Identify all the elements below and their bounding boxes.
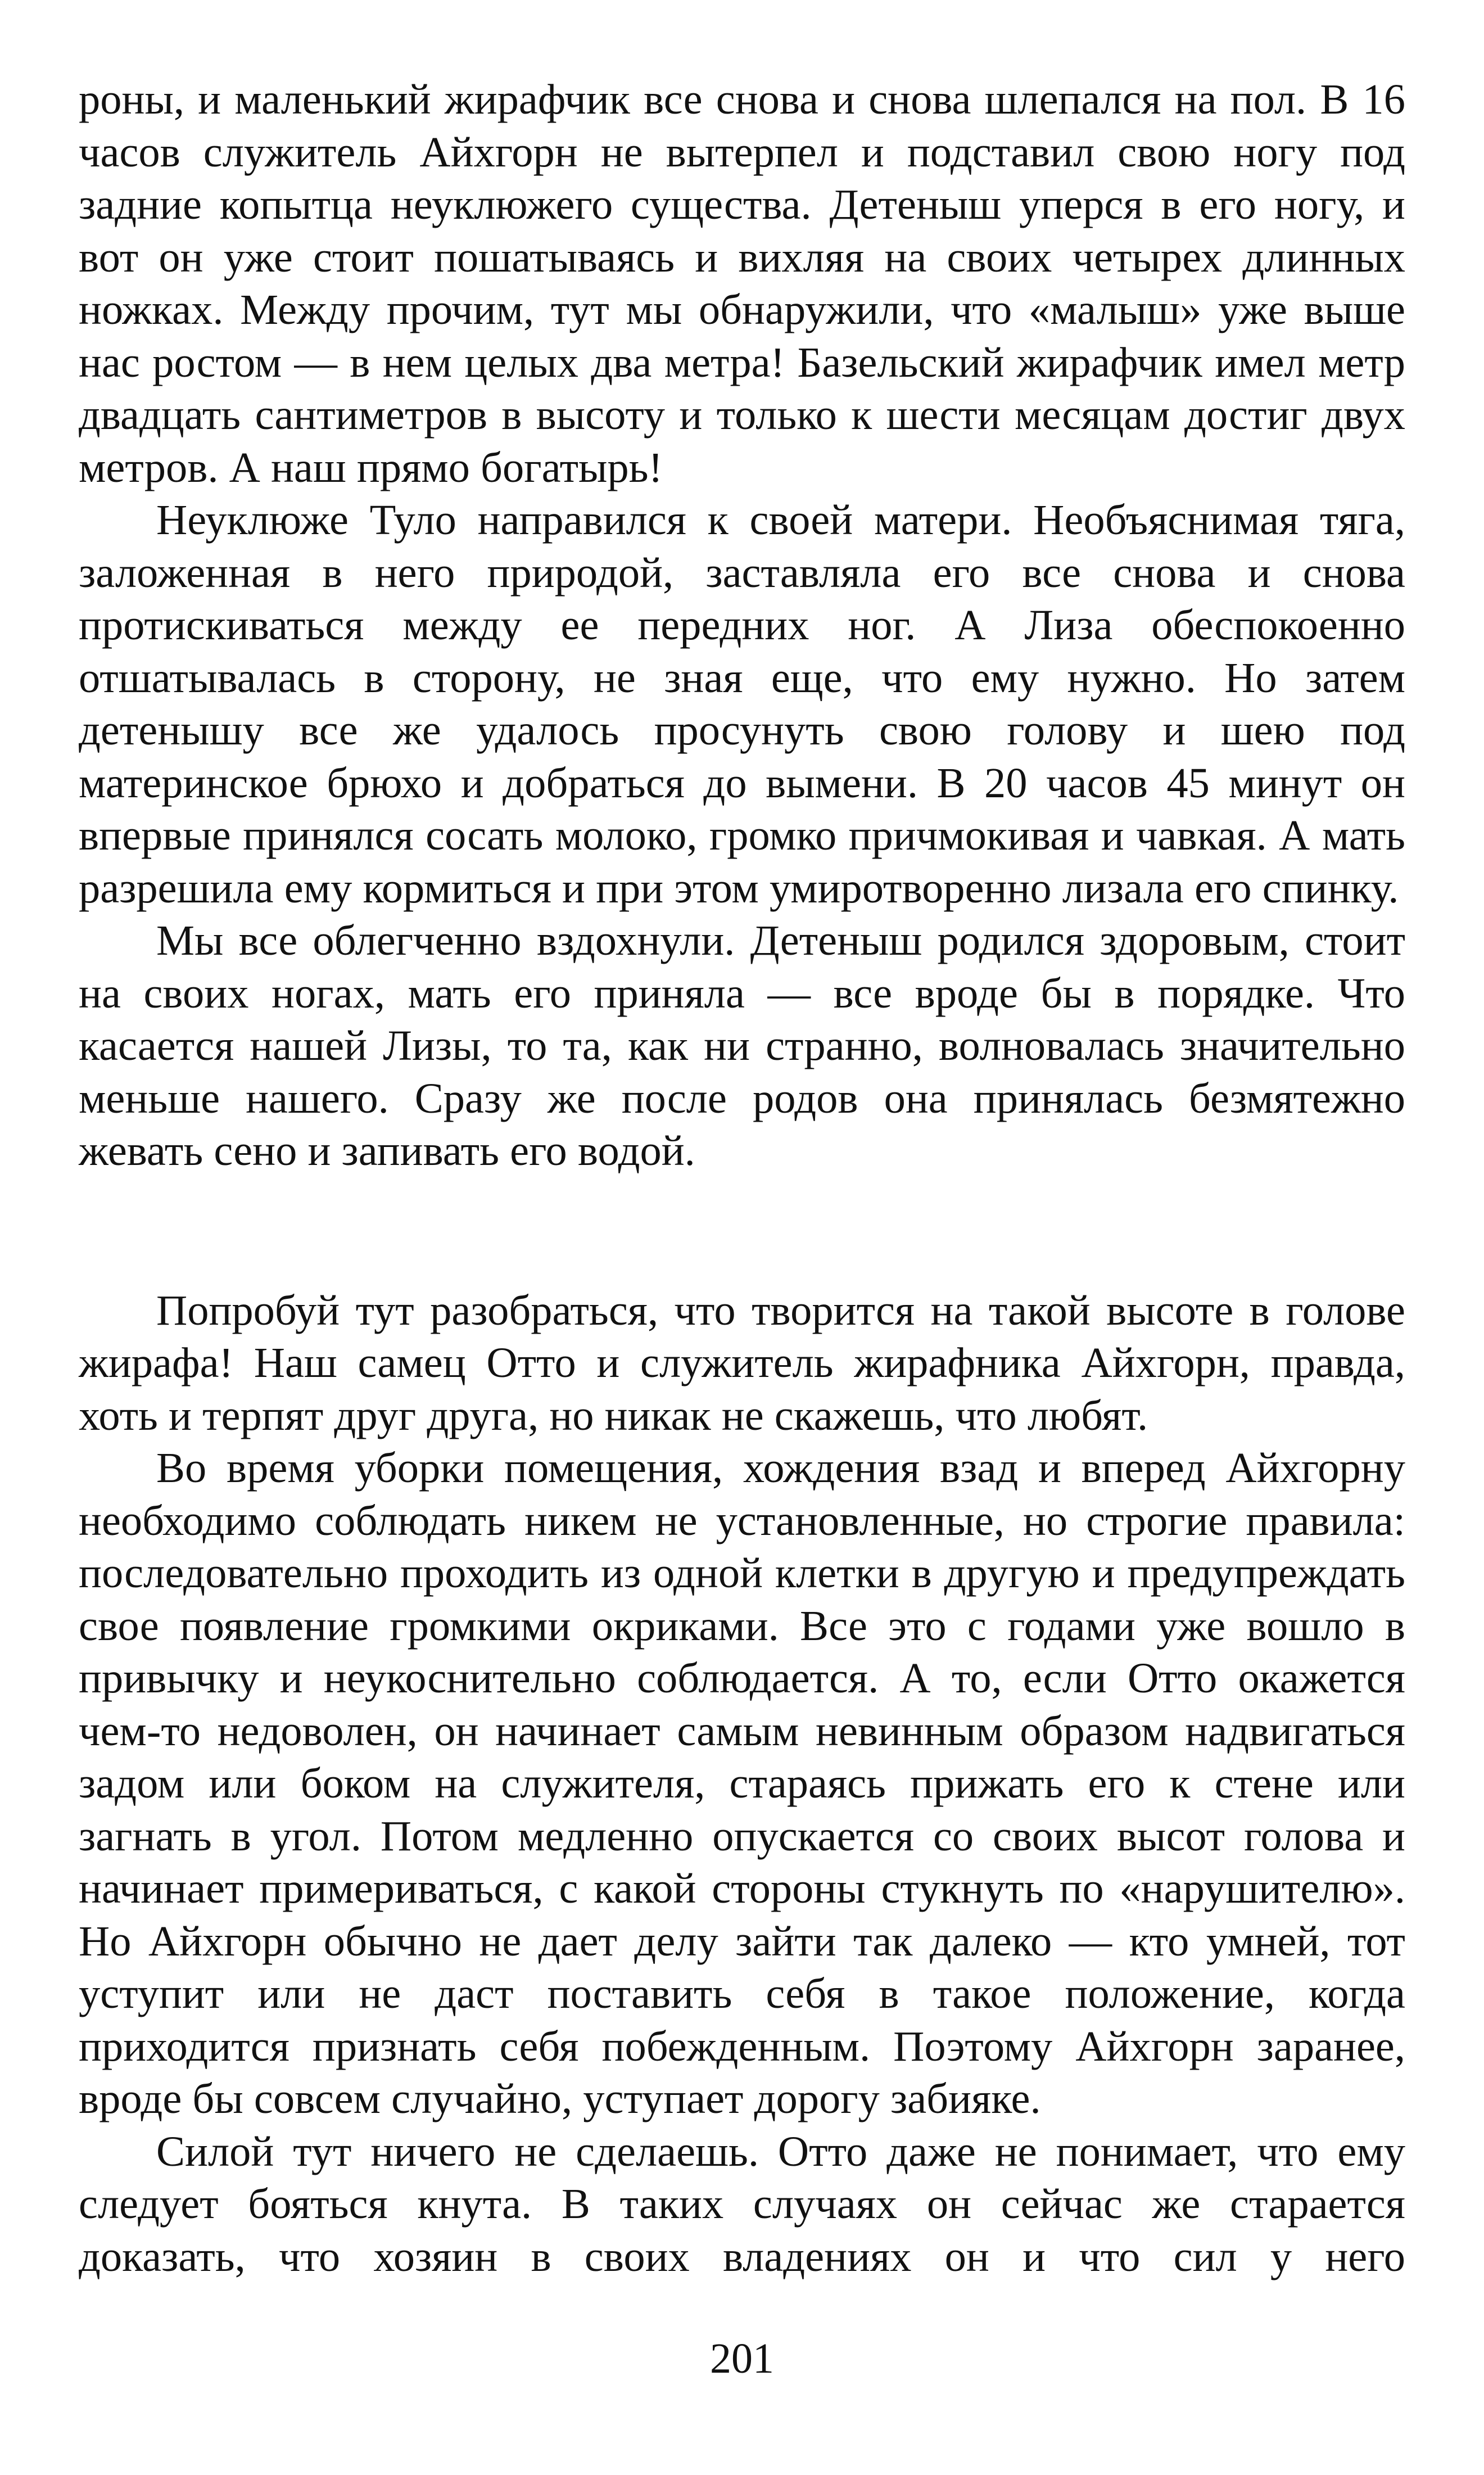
paragraph: Попробуй тут разобраться, что творится на такой высоте в голове жирафа! Наш самец Отто и служитель жирафника Айхгорн, правда, хоть и терпят друг друга, но никак не скажешь, что любят. — [79, 1286, 1405, 1439]
section-break — [79, 1177, 1405, 1284]
book-page — [79, 73, 1405, 2283]
text-section-1 — [79, 73, 1405, 1177]
paragraph: роны, и маленький жирафчик все снова и снова шлепался на пол. В 16 часов служитель Айхгорн не вытерпел и подставил свою ногу под задние копытца неуклюжего существа. Детеныш уперся в его ногу, и вот он уже стоит пошатываясь и вихляя на своих четырех длинных ножках. Между прочим, тут мы обнаружили, что «малыш» уже выше нас ростом — в нем целых два метра! Базельский жирафчик имел метр двадцать сантиметров в высоту и только к шести месяцам достиг двух метров. А наш прямо богатырь! — [79, 75, 1405, 491]
text-section-2 — [79, 1284, 1405, 2283]
paragraph: Неуклюже Туло направился к своей матери. Необъяснимая тяга, заложенная в него природой, заставляла его все снова и снова протискиваться между ее передних ног. А Лиза обеспокоенно отшатывалась в сторону, не зная еще, что ему нужно. Но затем детенышу все же удалось просунуть свою голову и шею под материнское брюхо и добраться до вымени. В 20 часов 45 минут он впервые принялся сосать молоко, громко причмокивая и чавкая. А мать разрешила ему кормиться и при этом умиротворенно лизала его спинку. — [79, 496, 1405, 912]
paragraph: Во время уборки помещения, хождения взад и вперед Айхгорну необходимо соблюдать никем не установленные, но строгие правила: последовательно проходить из одной клетки в другую и предупреждать свое появление громкими окриками. Все это с годами уже вошло в привычку и неукоснительно соблюдается. А то, если Отто окажется чем-то недоволен, он начинает самым невинным образом надвигаться задом или боком на служителя, стараясь прижать его к стене или загнать в угол. Потом медленно опускается со своих высот голова и начинает примериваться, с какой стороны стукнуть по «нарушителю». Но Айхгорн обычно не дает делу зайти так далеко — кто умней, тот уступит или не даст поставить себя в такое положение, когда приходится признать себя побежденным. Поэтому Айхгорн заранее, вроде бы совсем случайно, уступает дорогу забияке. — [79, 1444, 1405, 2122]
page-number: 201 — [710, 2335, 774, 2382]
paragraph: Мы все облегченно вздохнули. Детеныш родился здоровым, стоит на своих ногах, мать его приняла — все вроде бы в порядке. Что касается нашей Лизы, то та, как ни странно, волновалась значительно меньше нашего. Сразу же после родов она принялась безмятежно жевать сено и запивать его водой. — [79, 916, 1405, 1175]
paragraph: Силой тут ничего не сделаешь. Отто даже не понимает, что ему следует бояться кнута. В таких случаях он сейчас же старается доказать, что хозяин в своих владениях он и что сил у него — [79, 2127, 1405, 2280]
